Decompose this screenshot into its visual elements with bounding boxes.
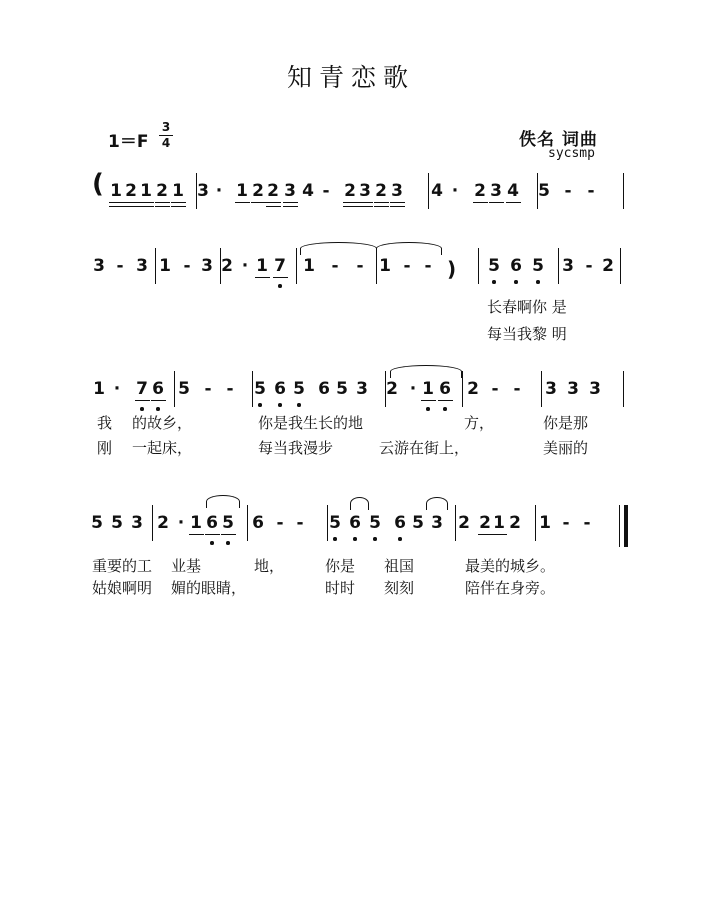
lyric-line2-verse2-b: 一起床， (132, 439, 193, 457)
score-note: 1 (93, 379, 105, 399)
score-note: 1 (140, 181, 152, 201)
note-underline (155, 206, 170, 207)
score-note: 1 (172, 181, 184, 201)
score-note: 2 (267, 181, 279, 201)
lyric-line3-verse1-f: 最美的城乡。 (465, 557, 556, 575)
score-note: 2 (125, 181, 137, 201)
lyric-line3-verse2-e: 陪伴在身旁。 (465, 579, 556, 597)
bar-line (620, 248, 621, 284)
score-note: 3 (589, 379, 601, 399)
score-note: 6 (510, 256, 522, 276)
note-underline (255, 277, 270, 278)
score-note: - (356, 256, 364, 276)
octave-dot (156, 407, 160, 411)
score-note: 7 (274, 256, 286, 276)
octave-dot (398, 537, 402, 541)
lyric-line3-verse1-d: 你是 (325, 557, 356, 575)
time-signature-numerator: 3 (159, 120, 173, 136)
note-underline (109, 206, 124, 207)
score-note: 4 (507, 181, 519, 201)
bar-line (385, 371, 386, 407)
score-note: 6 (252, 513, 264, 533)
octave-dot (278, 284, 282, 288)
note-underline (343, 206, 358, 207)
note-underline (189, 534, 204, 535)
page-title: 知青恋歌 (286, 63, 415, 92)
octave-dot (226, 541, 230, 545)
bar-line (428, 173, 429, 209)
score-note: 1 (303, 256, 315, 276)
score-note: · (241, 256, 249, 276)
bar-line (455, 505, 456, 541)
score-note: - (564, 181, 572, 201)
score-note: 4 (302, 181, 314, 201)
score-note: - (513, 379, 521, 399)
score-note: 3 (545, 379, 557, 399)
slur (350, 497, 369, 510)
score-note: 6 (318, 379, 330, 399)
note-underline (358, 206, 373, 207)
bar-line (327, 505, 328, 541)
score-note: 6 (439, 379, 451, 399)
closing-parenthesis: ) (447, 257, 457, 281)
score-note: 2 (474, 181, 486, 201)
note-underline (283, 202, 298, 203)
score-note: 1 (190, 513, 202, 533)
score-note: 5 (111, 513, 123, 533)
lyric-line3-verse1-a: 重要的工 (92, 557, 153, 575)
score-note: 2 (344, 181, 356, 201)
score-note: 5 (222, 513, 234, 533)
score-note: - (226, 379, 234, 399)
note-underline (358, 202, 373, 203)
note-underline (390, 202, 405, 203)
bar-line (558, 248, 559, 284)
final-bar-thin (619, 505, 620, 547)
score-note: 3 (391, 181, 403, 201)
note-underline (171, 206, 186, 207)
score-note: - (562, 513, 570, 533)
note-underline (124, 202, 139, 203)
score-note: - (587, 181, 595, 201)
octave-dot (443, 407, 447, 411)
octave-dot (536, 280, 540, 284)
note-underline (374, 206, 389, 207)
note-underline (139, 202, 154, 203)
octave-dot (333, 537, 337, 541)
score-note: - (204, 379, 212, 399)
score-note: 5 (254, 379, 266, 399)
author-credit: 佚名 词曲 (519, 130, 598, 150)
note-underline (492, 534, 507, 535)
score-note: 2 (458, 513, 470, 533)
score-note: 2 (375, 181, 387, 201)
note-underline (266, 206, 281, 207)
score-note: 3 (197, 181, 209, 201)
lyric-line3-verse1-e: 祖国 (384, 557, 415, 575)
lyric-line2-verse1-c: 你是我生长的地 (258, 414, 364, 432)
score-note: 3 (356, 379, 368, 399)
lyric-line2-verse1-a: 我 (97, 414, 113, 432)
note-underline (171, 202, 186, 203)
bar-line (220, 248, 221, 284)
lyric-line2-verse2-e: 美丽的 (543, 439, 589, 457)
octave-dot (426, 407, 430, 411)
score-note: - (331, 256, 339, 276)
bar-line (535, 505, 536, 541)
note-underline (489, 202, 504, 203)
final-bar-thick (624, 505, 628, 547)
octave-dot (514, 280, 518, 284)
note-underline (235, 202, 250, 203)
slur (206, 495, 240, 508)
lyric-line1-verse1: 长春啊你 是 (487, 298, 567, 316)
score-note: 6 (206, 513, 218, 533)
score-note: - (296, 513, 304, 533)
note-underline (374, 202, 389, 203)
octave-dot (492, 280, 496, 284)
lyric-line1-verse2: 每当我黎 明 (487, 325, 567, 343)
score-note: 3 (284, 181, 296, 201)
octave-dot (210, 541, 214, 545)
bar-line (462, 371, 463, 407)
score-note: 2 (479, 513, 491, 533)
score-note: · (177, 513, 185, 533)
bar-line (478, 248, 479, 284)
lyric-line3-verse2-c: 时时 (325, 579, 356, 597)
score-note: - (585, 256, 593, 276)
bar-line (174, 371, 175, 407)
score-note: 1 (422, 379, 434, 399)
note-underline (221, 534, 236, 535)
score-note: 2 (156, 181, 168, 201)
score-note: 2 (157, 513, 169, 533)
score-note: 5 (488, 256, 500, 276)
octave-dot (353, 537, 357, 541)
score-note: 2 (221, 256, 233, 276)
score-note: 5 (369, 513, 381, 533)
score-note: - (322, 181, 330, 201)
score-note: · (409, 379, 417, 399)
note-underline (124, 206, 139, 207)
bar-line (623, 371, 624, 407)
note-underline (155, 202, 170, 203)
source-tag: sycsmp (548, 146, 595, 161)
slur (390, 365, 462, 378)
note-underline (205, 534, 220, 535)
score-note: - (424, 256, 432, 276)
score-note: 1 (236, 181, 248, 201)
score-note: 1 (379, 256, 391, 276)
score-note: - (183, 256, 191, 276)
note-underline (478, 534, 493, 535)
octave-dot (278, 403, 282, 407)
score-note: · (215, 181, 223, 201)
score-note: 1 (493, 513, 505, 533)
bar-line (252, 371, 253, 407)
score-note: 1 (256, 256, 268, 276)
lyric-line3-verse1-c: 地， (254, 557, 285, 575)
score-note: 3 (131, 513, 143, 533)
score-note: · (451, 181, 459, 201)
score-note: 6 (394, 513, 406, 533)
bar-line (152, 505, 153, 541)
bar-line (196, 173, 197, 209)
note-underline (506, 202, 521, 203)
slur (426, 497, 448, 510)
lyric-line3-verse2-b: 媚的眼睛， (171, 579, 247, 597)
score-note: 5 (329, 513, 341, 533)
lyric-line2-verse1-e: 你是那 (543, 414, 589, 432)
score-note: 4 (431, 181, 443, 201)
score-note: 5 (538, 181, 550, 201)
octave-dot (140, 407, 144, 411)
note-underline (251, 202, 266, 203)
octave-dot (373, 537, 377, 541)
time-signature-denominator: 4 (161, 136, 171, 150)
score-note: 3 (567, 379, 579, 399)
note-underline (283, 206, 298, 207)
score-note: 5 (91, 513, 103, 533)
score-note: 2 (386, 379, 398, 399)
score-note: · (113, 379, 121, 399)
score-note: - (491, 379, 499, 399)
score-note: 3 (136, 256, 148, 276)
note-underline (421, 400, 436, 401)
score-note: 3 (201, 256, 213, 276)
note-underline (135, 400, 150, 401)
score-note: 6 (152, 379, 164, 399)
lyric-line2-verse2-d: 云游在街上， (379, 439, 470, 457)
score-note: 3 (562, 256, 574, 276)
score-note: - (276, 513, 284, 533)
lyric-line3-verse2-d: 刻刻 (384, 579, 415, 597)
lyric-line2-verse1-d: 方， (464, 414, 495, 432)
lyric-line3-verse1-b: 业基 (171, 557, 202, 575)
note-underline (109, 202, 124, 203)
score-note: 2 (252, 181, 264, 201)
score-note: 3 (359, 181, 371, 201)
score-note: 5 (412, 513, 424, 533)
bar-line (155, 248, 156, 284)
lyric-line2-verse2-a: 刚 (97, 439, 113, 457)
octave-dot (297, 403, 301, 407)
lyric-line3-verse2-a: 姑娘啊明 (92, 579, 153, 597)
note-underline (473, 202, 488, 203)
slur (376, 242, 442, 255)
note-underline (343, 202, 358, 203)
score-note: - (583, 513, 591, 533)
score-note: 5 (336, 379, 348, 399)
score-note: - (403, 256, 411, 276)
score-note: 2 (509, 513, 521, 533)
bar-line (296, 248, 297, 284)
key-signature: 1＝F (108, 132, 149, 152)
score-note: 5 (532, 256, 544, 276)
lyric-line2-verse1-b: 的故乡， (132, 414, 193, 432)
score-note: 6 (349, 513, 361, 533)
score-note: 5 (178, 379, 190, 399)
note-underline (151, 400, 166, 401)
score-note: 5 (293, 379, 305, 399)
score-note: 6 (274, 379, 286, 399)
bar-line (623, 173, 624, 209)
score-note: 1 (110, 181, 122, 201)
score-note: 3 (93, 256, 105, 276)
bar-line (537, 173, 538, 209)
score-note: 3 (431, 513, 443, 533)
bar-line (541, 371, 542, 407)
note-underline (139, 206, 154, 207)
note-underline (273, 277, 288, 278)
octave-dot (258, 403, 262, 407)
score-note: 1 (159, 256, 171, 276)
opening-parenthesis: ( (92, 169, 104, 199)
score-note: - (116, 256, 124, 276)
score-note: 2 (602, 256, 614, 276)
score-note: 1 (539, 513, 551, 533)
note-underline (390, 206, 405, 207)
note-underline (438, 400, 453, 401)
slur (300, 242, 377, 255)
score-note: 3 (490, 181, 502, 201)
note-underline (266, 202, 281, 203)
score-note: 7 (136, 379, 148, 399)
bar-line (247, 505, 248, 541)
score-note: 2 (467, 379, 479, 399)
lyric-line2-verse2-c: 每当我漫步 (258, 439, 334, 457)
